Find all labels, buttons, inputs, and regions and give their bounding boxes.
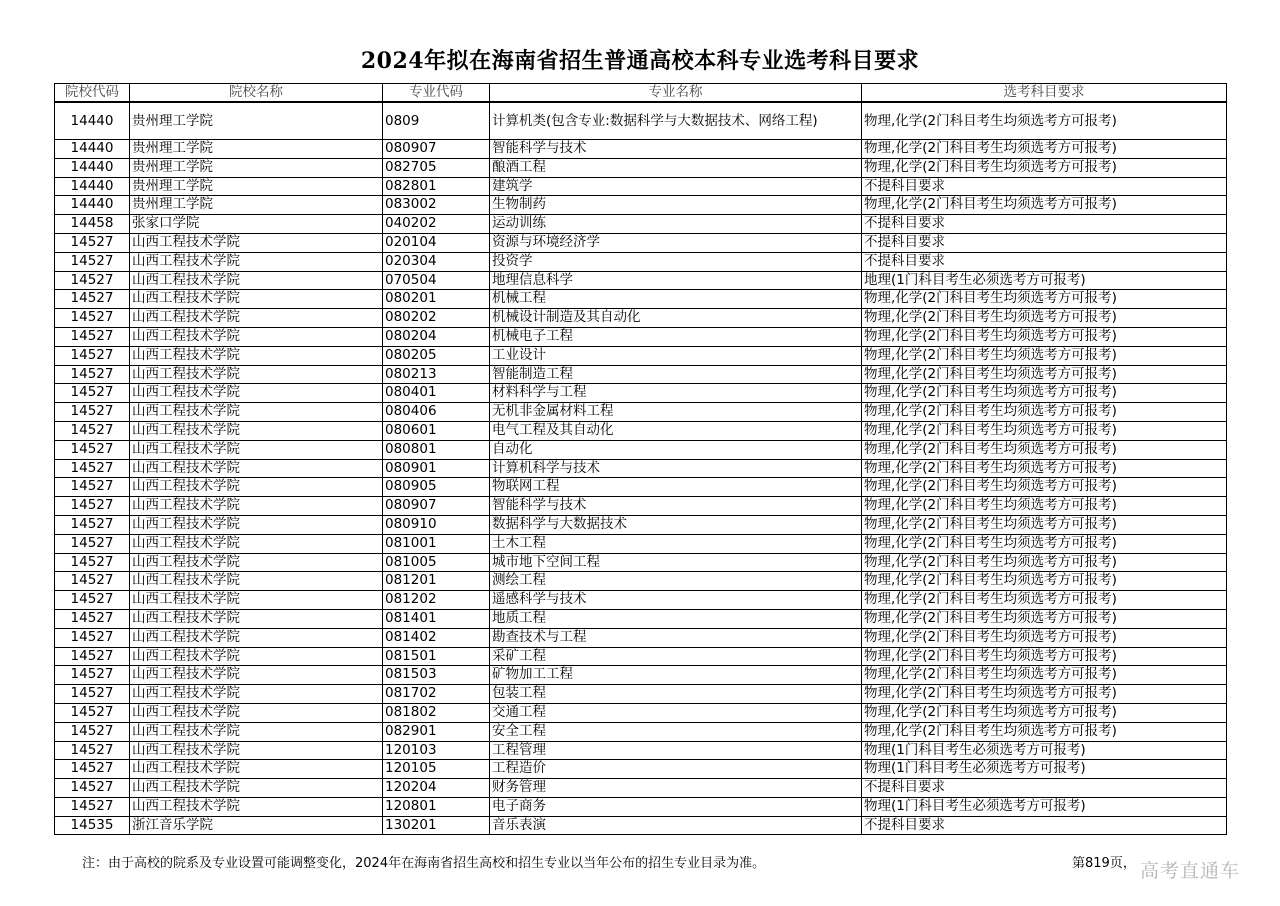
cell-major-name: 智能科学与技术	[490, 140, 862, 159]
table-row	[55, 553, 1227, 572]
header-major-code: 专业代码	[383, 84, 490, 103]
cell-subject-requirement: 物理,化学(2门科目考生均须选考方可报考)	[862, 327, 1227, 346]
cell-school-code: 14440	[55, 140, 130, 159]
table-row	[55, 327, 1227, 346]
cell-school-code: 14440	[55, 177, 130, 196]
table-row	[55, 177, 1227, 196]
cell-major-code: 081001	[383, 534, 490, 553]
cell-school-code: 14527	[55, 647, 130, 666]
cell-school-name: 贵州理工学院	[130, 158, 383, 177]
cell-school-code: 14527	[55, 722, 130, 741]
cell-school-code: 14527	[55, 515, 130, 534]
subject-requirements-table	[54, 83, 1227, 835]
table-row	[55, 403, 1227, 422]
cell-major-code: 080204	[383, 327, 490, 346]
cell-subject-requirement: 物理,化学(2门科目考生均须选考方可报考)	[862, 553, 1227, 572]
cell-school-name: 山西工程技术学院	[130, 572, 383, 591]
cell-major-code: 0809	[383, 102, 490, 140]
table-row	[55, 478, 1227, 497]
table-row	[55, 666, 1227, 685]
cell-school-name: 山西工程技术学院	[130, 421, 383, 440]
cell-school-code: 14527	[55, 553, 130, 572]
cell-school-name: 山西工程技术学院	[130, 384, 383, 403]
cell-subject-requirement: 物理,化学(2门科目考生均须选考方可报考)	[862, 628, 1227, 647]
cell-major-name: 材料科学与工程	[490, 384, 862, 403]
cell-subject-requirement: 物理,化学(2门科目考生均须选考方可报考)	[862, 497, 1227, 516]
cell-subject-requirement: 不提科目要求	[862, 215, 1227, 234]
cell-school-name: 山西工程技术学院	[130, 440, 383, 459]
cell-school-name: 山西工程技术学院	[130, 666, 383, 685]
table-row	[55, 271, 1227, 290]
cell-major-code: 080905	[383, 478, 490, 497]
cell-major-code: 080601	[383, 421, 490, 440]
cell-major-name: 物联网工程	[490, 478, 862, 497]
cell-major-code: 080406	[383, 403, 490, 422]
cell-major-name: 生物制药	[490, 196, 862, 215]
cell-major-code: 081402	[383, 628, 490, 647]
cell-subject-requirement: 物理,化学(2门科目考生均须选考方可报考)	[862, 459, 1227, 478]
cell-school-name: 浙江音乐学院	[130, 816, 383, 835]
cell-school-code: 14527	[55, 309, 130, 328]
cell-school-code: 14527	[55, 421, 130, 440]
cell-subject-requirement: 不提科目要求	[862, 233, 1227, 252]
cell-school-code: 14527	[55, 271, 130, 290]
page-number: 第819页，	[1072, 856, 1136, 871]
cell-school-code: 14527	[55, 666, 130, 685]
cell-major-name: 工业设计	[490, 346, 862, 365]
cell-major-code: 082705	[383, 158, 490, 177]
cell-major-name: 计算机类(包含专业:数据科学与大数据技术、网络工程)	[490, 102, 862, 140]
cell-school-name: 山西工程技术学院	[130, 478, 383, 497]
cell-major-code: 081401	[383, 609, 490, 628]
cell-subject-requirement: 物理,化学(2门科目考生均须选考方可报考)	[862, 309, 1227, 328]
cell-school-code: 14440	[55, 102, 130, 140]
cell-major-code: 082801	[383, 177, 490, 196]
cell-subject-requirement: 物理,化学(2门科目考生均须选考方可报考)	[862, 102, 1227, 140]
cell-major-code: 040202	[383, 215, 490, 234]
cell-school-name: 山西工程技术学院	[130, 327, 383, 346]
cell-subject-requirement: 地理(1门科目考生必须选考方可报考)	[862, 271, 1227, 290]
cell-major-code: 080907	[383, 497, 490, 516]
table-row	[55, 722, 1227, 741]
cell-school-code: 14527	[55, 346, 130, 365]
cell-school-name: 贵州理工学院	[130, 102, 383, 140]
cell-school-code: 14527	[55, 440, 130, 459]
cell-school-code: 14527	[55, 572, 130, 591]
table-row	[55, 421, 1227, 440]
cell-major-code: 120105	[383, 760, 490, 779]
cell-major-name: 工程造价	[490, 760, 862, 779]
cell-major-name: 交通工程	[490, 703, 862, 722]
cell-school-name: 山西工程技术学院	[130, 309, 383, 328]
cell-subject-requirement: 物理,化学(2门科目考生均须选考方可报考)	[862, 591, 1227, 610]
cell-school-code: 14527	[55, 760, 130, 779]
cell-major-code: 120103	[383, 741, 490, 760]
cell-school-name: 山西工程技术学院	[130, 685, 383, 704]
table-row	[55, 741, 1227, 760]
cell-subject-requirement: 物理,化学(2门科目考生均须选考方可报考)	[862, 384, 1227, 403]
cell-school-name: 山西工程技术学院	[130, 534, 383, 553]
cell-school-code: 14527	[55, 741, 130, 760]
cell-subject-requirement: 物理,化学(2门科目考生均须选考方可报考)	[862, 346, 1227, 365]
cell-subject-requirement: 物理,化学(2门科目考生均须选考方可报考)	[862, 722, 1227, 741]
table-row	[55, 290, 1227, 309]
cell-major-code: 120801	[383, 797, 490, 816]
cell-school-name: 山西工程技术学院	[130, 760, 383, 779]
cell-subject-requirement: 物理,化学(2门科目考生均须选考方可报考)	[862, 647, 1227, 666]
cell-major-name: 工程管理	[490, 741, 862, 760]
cell-school-code: 14527	[55, 609, 130, 628]
cell-major-code: 080201	[383, 290, 490, 309]
cell-major-code: 080205	[383, 346, 490, 365]
cell-subject-requirement: 物理,化学(2门科目考生均须选考方可报考)	[862, 703, 1227, 722]
header-school-name: 院校名称	[130, 84, 383, 103]
cell-school-name: 山西工程技术学院	[130, 609, 383, 628]
table-row	[55, 703, 1227, 722]
cell-subject-requirement: 物理,化学(2门科目考生均须选考方可报考)	[862, 290, 1227, 309]
cell-major-name: 智能科学与技术	[490, 497, 862, 516]
cell-major-name: 安全工程	[490, 722, 862, 741]
header-major-name: 专业名称	[490, 84, 862, 103]
cell-major-code: 120204	[383, 779, 490, 798]
cell-subject-requirement: 物理,化学(2门科目考生均须选考方可报考)	[862, 515, 1227, 534]
cell-school-name: 山西工程技术学院	[130, 497, 383, 516]
cell-major-name: 机械设计制造及其自动化	[490, 309, 862, 328]
cell-school-code: 14527	[55, 703, 130, 722]
cell-major-code: 020304	[383, 252, 490, 271]
table-header-row	[55, 84, 1227, 103]
cell-major-name: 地理信息科学	[490, 271, 862, 290]
cell-school-code: 14527	[55, 497, 130, 516]
cell-school-code: 14527	[55, 252, 130, 271]
table-row	[55, 309, 1227, 328]
table-row	[55, 196, 1227, 215]
cell-school-code: 14527	[55, 478, 130, 497]
watermark-logo: 高考直通车	[1140, 860, 1241, 882]
table-row	[55, 760, 1227, 779]
table-row	[55, 572, 1227, 591]
cell-major-name: 城市地下空间工程	[490, 553, 862, 572]
cell-major-name: 勘查技术与工程	[490, 628, 862, 647]
cell-subject-requirement: 物理,化学(2门科目考生均须选考方可报考)	[862, 609, 1227, 628]
cell-school-name: 贵州理工学院	[130, 177, 383, 196]
cell-major-code: 080213	[383, 365, 490, 384]
cell-major-code: 130201	[383, 816, 490, 835]
table-row	[55, 515, 1227, 534]
cell-school-name: 山西工程技术学院	[130, 741, 383, 760]
cell-school-name: 山西工程技术学院	[130, 703, 383, 722]
cell-major-name: 遥感科学与技术	[490, 591, 862, 610]
table-row	[55, 628, 1227, 647]
cell-school-code: 14440	[55, 196, 130, 215]
cell-major-name: 测绘工程	[490, 572, 862, 591]
cell-school-code: 14527	[55, 779, 130, 798]
cell-major-code: 080907	[383, 140, 490, 159]
cell-major-code: 081005	[383, 553, 490, 572]
table-row	[55, 647, 1227, 666]
cell-subject-requirement: 物理,化学(2门科目考生均须选考方可报考)	[862, 534, 1227, 553]
cell-school-name: 山西工程技术学院	[130, 628, 383, 647]
cell-school-code: 14527	[55, 797, 130, 816]
cell-school-name: 山西工程技术学院	[130, 515, 383, 534]
cell-school-code: 14527	[55, 384, 130, 403]
cell-major-code: 081702	[383, 685, 490, 704]
cell-major-code: 080202	[383, 309, 490, 328]
cell-major-code: 080910	[383, 515, 490, 534]
cell-school-name: 山西工程技术学院	[130, 459, 383, 478]
cell-subject-requirement: 物理(1门科目考生必须选考方可报考)	[862, 760, 1227, 779]
cell-subject-requirement: 物理(1门科目考生必须选考方可报考)	[862, 741, 1227, 760]
cell-subject-requirement: 物理,化学(2门科目考生均须选考方可报考)	[862, 685, 1227, 704]
cell-subject-requirement: 物理,化学(2门科目考生均须选考方可报考)	[862, 421, 1227, 440]
cell-major-name: 土木工程	[490, 534, 862, 553]
cell-subject-requirement: 不提科目要求	[862, 177, 1227, 196]
cell-major-code: 082901	[383, 722, 490, 741]
cell-school-name: 贵州理工学院	[130, 196, 383, 215]
table-row	[55, 215, 1227, 234]
cell-major-name: 地质工程	[490, 609, 862, 628]
table-row	[55, 140, 1227, 159]
table-row	[55, 440, 1227, 459]
cell-school-name: 山西工程技术学院	[130, 290, 383, 309]
cell-school-code: 14527	[55, 327, 130, 346]
cell-major-name: 智能制造工程	[490, 365, 862, 384]
cell-major-name: 酿酒工程	[490, 158, 862, 177]
cell-major-name: 财务管理	[490, 779, 862, 798]
table-row	[55, 685, 1227, 704]
table-row	[55, 459, 1227, 478]
cell-school-code: 14527	[55, 459, 130, 478]
table-row	[55, 797, 1227, 816]
cell-subject-requirement: 物理,化学(2门科目考生均须选考方可报考)	[862, 478, 1227, 497]
cell-subject-requirement: 物理,化学(2门科目考生均须选考方可报考)	[862, 440, 1227, 459]
cell-school-code: 14535	[55, 816, 130, 835]
cell-school-name: 山西工程技术学院	[130, 722, 383, 741]
table-row	[55, 609, 1227, 628]
cell-school-code: 14458	[55, 215, 130, 234]
cell-major-code: 081201	[383, 572, 490, 591]
cell-school-name: 山西工程技术学院	[130, 647, 383, 666]
cell-major-name: 包装工程	[490, 685, 862, 704]
cell-major-code: 020104	[383, 233, 490, 252]
cell-major-name: 运动训练	[490, 215, 862, 234]
cell-school-name: 张家口学院	[130, 215, 383, 234]
cell-major-name: 采矿工程	[490, 647, 862, 666]
cell-subject-requirement: 不提科目要求	[862, 252, 1227, 271]
cell-school-name: 山西工程技术学院	[130, 365, 383, 384]
table-row	[55, 497, 1227, 516]
table-row	[55, 816, 1227, 835]
cell-major-code: 070504	[383, 271, 490, 290]
cell-major-name: 矿物加工工程	[490, 666, 862, 685]
header-subject-requirement: 选考科目要求	[862, 84, 1227, 103]
cell-school-name: 山西工程技术学院	[130, 233, 383, 252]
footer-note: 注：由于高校的院系及专业设置可能调整变化，2024年在海南省招生高校和招生专业以当年公布的招生专业目录为准。	[82, 856, 766, 871]
cell-major-name: 无机非金属材料工程	[490, 403, 862, 422]
table-row	[55, 591, 1227, 610]
table-row	[55, 779, 1227, 798]
cell-school-name: 山西工程技术学院	[130, 797, 383, 816]
page-title: 2024年拟在海南省招生普通高校本科专业选考科目要求	[360, 48, 920, 74]
table-row	[55, 534, 1227, 553]
cell-school-name: 贵州理工学院	[130, 140, 383, 159]
cell-school-name: 山西工程技术学院	[130, 403, 383, 422]
cell-major-code: 081501	[383, 647, 490, 666]
table-row	[55, 233, 1227, 252]
cell-major-name: 电子商务	[490, 797, 862, 816]
table-row	[55, 252, 1227, 271]
table-row	[55, 384, 1227, 403]
cell-major-name: 机械工程	[490, 290, 862, 309]
cell-school-code: 14527	[55, 365, 130, 384]
table-body	[55, 102, 1227, 835]
cell-school-code: 14527	[55, 591, 130, 610]
cell-major-code: 081202	[383, 591, 490, 610]
cell-major-name: 自动化	[490, 440, 862, 459]
cell-major-code: 080801	[383, 440, 490, 459]
cell-subject-requirement: 物理,化学(2门科目考生均须选考方可报考)	[862, 666, 1227, 685]
cell-school-code: 14527	[55, 534, 130, 553]
cell-school-name: 山西工程技术学院	[130, 779, 383, 798]
cell-school-code: 14527	[55, 290, 130, 309]
table-row	[55, 365, 1227, 384]
cell-major-code: 080401	[383, 384, 490, 403]
cell-subject-requirement: 不提科目要求	[862, 816, 1227, 835]
cell-subject-requirement: 物理,化学(2门科目考生均须选考方可报考)	[862, 403, 1227, 422]
cell-school-name: 山西工程技术学院	[130, 252, 383, 271]
cell-major-name: 音乐表演	[490, 816, 862, 835]
table-row	[55, 346, 1227, 365]
cell-major-name: 资源与环境经济学	[490, 233, 862, 252]
cell-subject-requirement: 物理,化学(2门科目考生均须选考方可报考)	[862, 572, 1227, 591]
table-row	[55, 102, 1227, 140]
header-school-code: 院校代码	[55, 84, 130, 103]
cell-subject-requirement: 物理,化学(2门科目考生均须选考方可报考)	[862, 158, 1227, 177]
table-row	[55, 158, 1227, 177]
cell-major-name: 数据科学与大数据技术	[490, 515, 862, 534]
cell-school-code: 14527	[55, 403, 130, 422]
cell-major-name: 机械电子工程	[490, 327, 862, 346]
cell-school-code: 14527	[55, 233, 130, 252]
cell-subject-requirement: 物理,化学(2门科目考生均须选考方可报考)	[862, 365, 1227, 384]
cell-major-code: 081503	[383, 666, 490, 685]
cell-subject-requirement: 物理(1门科目考生必须选考方可报考)	[862, 797, 1227, 816]
cell-school-name: 山西工程技术学院	[130, 591, 383, 610]
cell-school-name: 山西工程技术学院	[130, 553, 383, 572]
cell-major-code: 080901	[383, 459, 490, 478]
cell-school-code: 14527	[55, 628, 130, 647]
cell-subject-requirement: 不提科目要求	[862, 779, 1227, 798]
cell-major-name: 电气工程及其自动化	[490, 421, 862, 440]
cell-subject-requirement: 物理,化学(2门科目考生均须选考方可报考)	[862, 196, 1227, 215]
cell-school-code: 14440	[55, 158, 130, 177]
cell-major-code: 081802	[383, 703, 490, 722]
cell-school-code: 14527	[55, 685, 130, 704]
cell-major-code: 083002	[383, 196, 490, 215]
cell-major-name: 计算机科学与技术	[490, 459, 862, 478]
cell-subject-requirement: 物理,化学(2门科目考生均须选考方可报考)	[862, 140, 1227, 159]
cell-school-name: 山西工程技术学院	[130, 346, 383, 365]
cell-major-name: 建筑学	[490, 177, 862, 196]
cell-major-name: 投资学	[490, 252, 862, 271]
cell-school-name: 山西工程技术学院	[130, 271, 383, 290]
